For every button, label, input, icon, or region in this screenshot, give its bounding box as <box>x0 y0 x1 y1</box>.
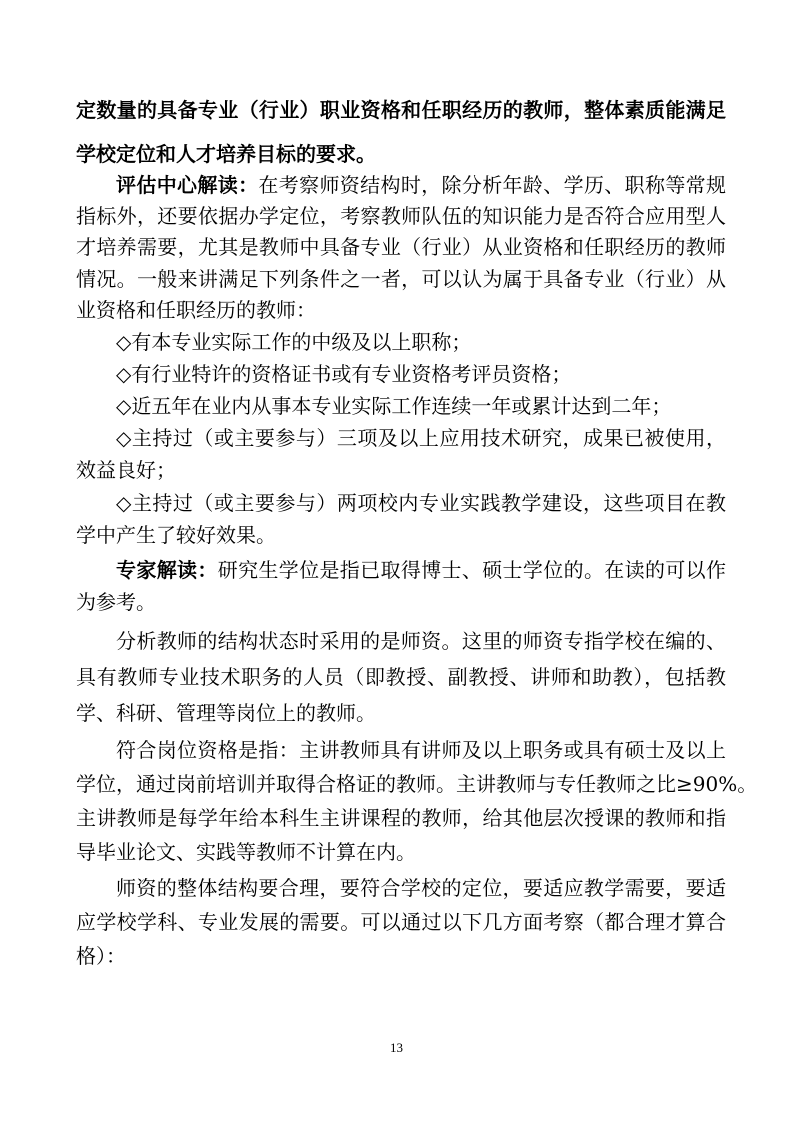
para6-line2: 应学校学科、专业发展的需要。可以通过以下几方面考察（都合理才算合 <box>76 910 726 934</box>
para5-line1: 符合岗位资格是指：主讲教师具有讲师及以上职务或具有硕士及以上 <box>116 738 726 762</box>
para1-line2: 学校定位和人才培养目标的要求。 <box>76 142 376 166</box>
para2-line4: 情况。一般来讲满足下列条件之一者，可以认为属于具备专业（行业）从 <box>76 267 726 291</box>
assessment-center-label: 评估中心解读： <box>116 173 259 197</box>
para4-line1: 分析教师的结构状态时采用的是师资。这里的师资专指学校在编的、 <box>116 629 726 653</box>
bullet-item-1: ◇有本专业实际工作的中级及以上职称； <box>116 330 472 354</box>
bullet-item-4-line1: ◇主持过（或主要参与）三项及以上应用技术研究，成果已被使用， <box>116 426 726 450</box>
para5-line2: 学位，通过岗前培训并取得合格证的教师。主讲教师与专任教师之比≥90%。 <box>76 772 758 796</box>
para2-line3: 才培养需要，尤其是教师中具备专业（行业）从业资格和任职经历的教师 <box>76 235 726 259</box>
bullet-item-2: ◇有行业特许的资格证书或有专业资格考评员资格； <box>116 362 572 386</box>
para2-line1 <box>116 173 726 197</box>
para3-line1-text: 研究生学位是指已取得博士、硕士学位的。在读的可以作 <box>217 558 727 582</box>
para2-line1-text: 在考察师资结构时，除分析年龄、学历、职称等常规 <box>258 173 727 197</box>
para2-line2: 指标外，还要依据办学定位，考察教师队伍的知识能力是否符合应用型人 <box>76 204 726 228</box>
expert-label: 专家解读： <box>116 558 218 582</box>
para5-line3: 主讲教师是每学年给本科生主讲课程的教师，给其他层次授课的教师和指 <box>76 806 726 830</box>
bullet-item-5-line1: ◇主持过（或主要参与）两项校内专业实践教学建设，这些项目在教 <box>116 491 726 515</box>
para4-line2: 具有教师专业技术职务的人员（即教授、副教授、讲师和助教），包括教 <box>76 665 726 689</box>
para1-line1: 定数量的具备专业（行业）职业资格和任职经历的教师，整体素质能满足 <box>76 98 726 122</box>
para3-line1 <box>116 558 726 582</box>
para2-line5: 业资格和任职经历的教师： <box>76 298 316 322</box>
para5-line4: 导毕业论文、实践等教师不计算在内。 <box>76 840 416 864</box>
para6-line3: 格）： <box>76 944 126 968</box>
page-number: 13 <box>390 1040 403 1055</box>
para4-line3: 学、科研、管理等岗位上的教师。 <box>76 701 376 725</box>
para6-line1: 师资的整体结构要合理，要符合学校的定位，要适应教学需要，要适 <box>116 876 726 900</box>
bullet-item-4-line2: 效益良好； <box>76 458 176 482</box>
para3-line2: 为参考。 <box>76 590 156 614</box>
bullet-item-5-line2: 学中产生了较好效果。 <box>76 523 276 547</box>
bullet-item-3: ◇近五年在业内从事本专业实际工作连续一年或累计达到二年； <box>116 394 672 418</box>
